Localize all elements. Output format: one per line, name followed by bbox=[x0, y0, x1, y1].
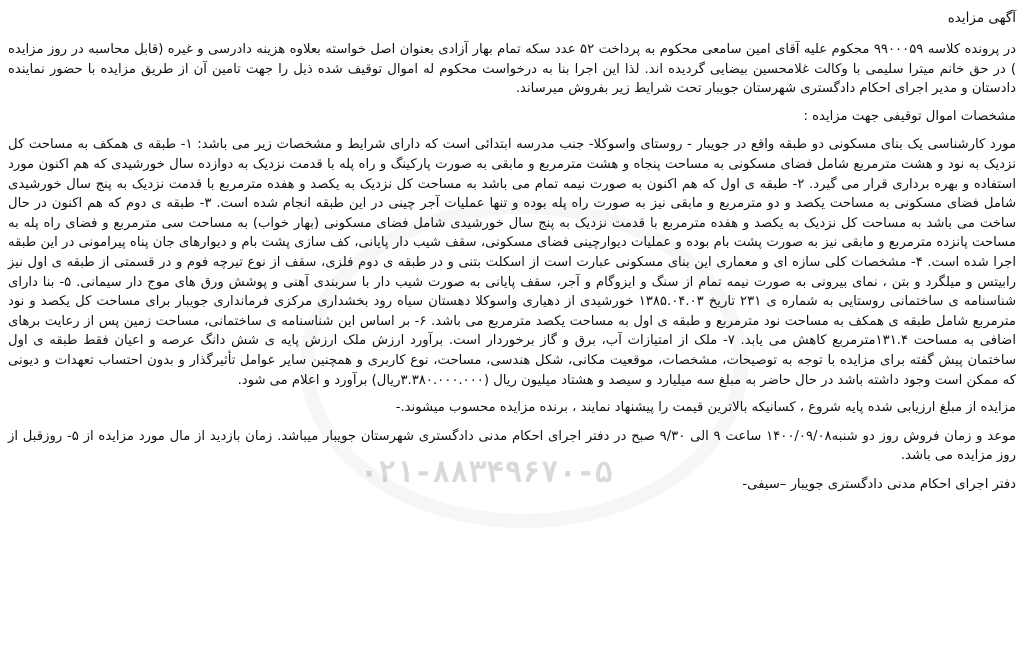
auction-rule-paragraph: مزایده از مبلغ ارزیابی شده پایه شروع ، کسانیکه بالاترین قیمت را پیشنهاد نمایند ، برنده مزایده محسوب میشوند.- bbox=[395, 400, 1016, 416]
schedule-paragraph: موعد و زمان فروش روز دو شنبه۱۴۰۰/۰۹/۰۸ ساعت ۹ الی ۹/۳۰ صبح در دفتر اجرای احکام مدنی دادگستری شهرستان جویبار میباشد. زمان بازدید از مال مورد مزایده از ۵- روزقبل از روز مزایده می باشد. bbox=[8, 428, 1016, 464]
document-title: آگهی مزایده bbox=[947, 10, 1016, 26]
specs-paragraph: مورد کارشناسی یک بنای مسکونی دو طبقه واقع در جویبار - روستای واسوکلا- جنب مدرسه ابتدائی است که دارای شرایط و مشخصات زیر می باشد: ۱- طبقه ی همکف به مساحت کل نزدیک به نود و هشت مترمربع شامل فضای مسکونی به مساحت پنجاه و هشت مترمربع و مابقی به صورت پارکینگ و راه پله با قدمت نزدیک به دوازده سال خورشیدی که هم اکنون مورد استفاده و بهره برداری قرار می گیرد. ۲- طبقه ی اول که هم اکنون به صورت نیمه تمام می باشد به مساحت کل نزدیک به یکصد و هفده مترمربع با قدمت نزدیک به پنج سال خورشیدی شامل فضای مسکونی به مساحت یکصد و دو مترمربع و مابقی نیز به صورت راه پله بوده و تنها عملیات آجر چینی در این طبقه انجام شده است. ۳- طبقه ی دوم که هم اکنون در حال ساخت می باشد به مساحت کل نزدیک به یکصد و هفده مترمربع با قدمت نزدیک به پنج سال خورشیدی شامل فضای مسکونی (بهار خواب) به مساحت سی مترمربع و فضای راه پله به مساحت پانزده مترمربع و مابقی نیز به صورت پشت بام بوده و عملیات دیوارچینی فضای مسکونی، سقف شیب دار پایانی، کف سازی پشت بام و دیوارهای جان پناه پیرامونی در این طبقه اجرا شده است. ۴- مشخصات کلی سازه ای و معماری این بنای مسکونی عبارت است از اسکلت بتنی و در طبقه ی دوم فلزی، سقف از نوع تیرچه فوم و در قسمتی از طبقه ی اول نیز رابیتس و میلگرد و بتن ، نمای بیرونی به صورت نیمه تمام از سنگ و ایزوگام و آجر، سقف پایانی به صورت شیب دار با سربندی آهنی و پوشش ورق های موج دار سیمانی. ۵- بنا دارای شناسنامه ی ساختمانی روستایی به شماره ی ۲۳۱ تاریخ ۱۳۸۵.۰۴.۰۳ خورشیدی از دهیاری واسوکلا دهستان سیاه رود بخشداری مرکزی فرمانداری جویبار برای مساحت کل یکصد و نود مترمربع شامل طبقه ی همکف به مساحت نود مترمربع و طبقه ی اول به مساحت یکصد مترمربع می باشد. ۶- بر اساس این شناسنامه ی ساختمانی، مساحت زمین پس از رعایت برهای اضافی به مساحت ۱۳۱.۴مترمربع کاهش می یابد. ۷- ملک از امتیازات آب، برق و گاز برخوردار است. برآورد ارزش ملک ارزش پایه ی شش دانگ عرصه و اعیان فقط طبقه ی اول ساختمان پیش گفته برای مزایده با توجه به توصیحات، مشخصات، موقعیت مکانی، شکل هندسی، مساحت، نوع کاربری و همچنین سایر عوامل تأثیرگذار و بدون احتساب تعهدات و دیونی که ممکن است وجود داشته باشد در حال حاضر به مبلغ سه میلیارد و سیصد و هشتاد میلیون ریال (۳.۳۸۰.۰۰۰.۰۰۰ریال) برآورد و اعلام می شود. bbox=[8, 137, 1017, 388]
watermark-phone: ۰۲۱-۸۸۳۴۹۶۷۰-۵ bbox=[360, 455, 613, 490]
specs-heading: مشخصات اموال توقیفی جهت مزایده : bbox=[803, 108, 1016, 124]
signature-line: دفتر اجرای احکام مدنی دادگستری جویبار –سیفی- bbox=[742, 476, 1016, 492]
intro-paragraph: در پرونده کلاسه ۹۹۰۰۰۵۹ محکوم علیه آقای امین سامعی محکوم به پرداخت ۵۲ عدد سکه تمام بهار آزادی بعنوان اصل خواسته بعلاوه هزینه دادرسی و غیره (قابل محاسبه در روز مزایده ) در حق خانم میترا سلیمی با وکالت غلامحسین بیضایی گردیده اند. لذا این اجرا بنا به درخواست محکوم له اموال توقیف شده ذیل را جهت تامین آن از طریق مزایده با حضور نماینده دادستان و مدیر اجرای احکام دادگستری شهرستان جویبار تحت شرایط زیر بفروش میرساند. bbox=[8, 42, 1017, 97]
